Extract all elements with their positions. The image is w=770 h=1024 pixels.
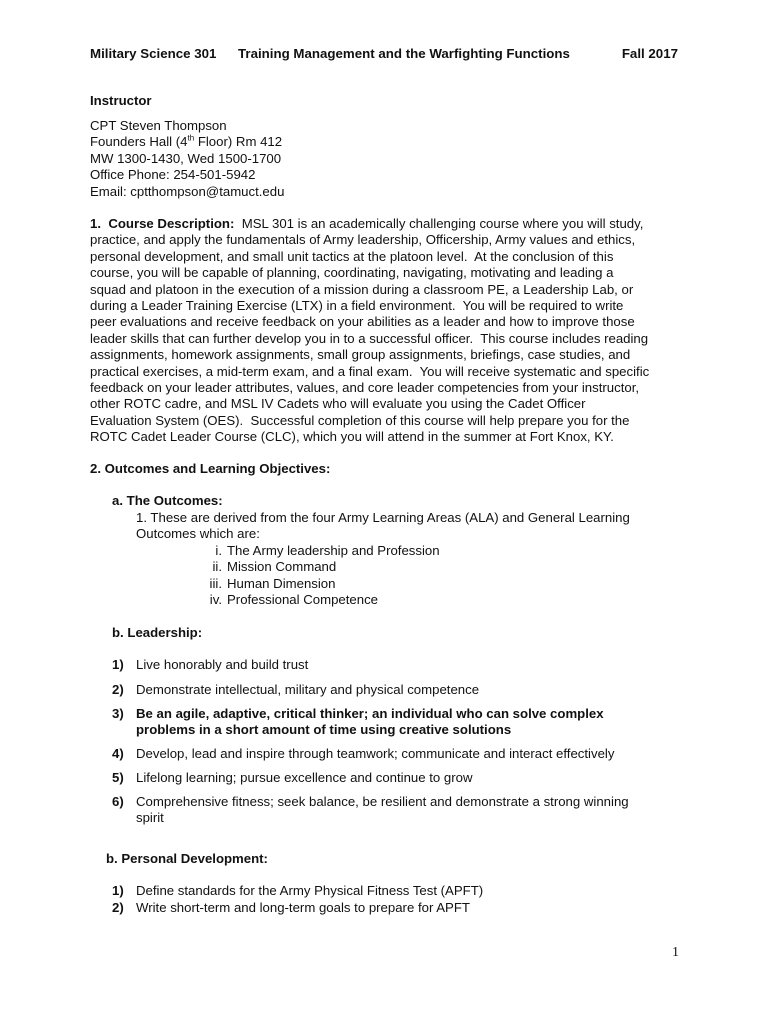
desc-line: ROTC Cadet Leader Course (CLC), which you will attend in the summer at Fort Knox, KY. bbox=[90, 429, 614, 445]
list-number: i. bbox=[215, 543, 222, 558]
office-hours: MW 1300-1430, Wed 1500-1700 bbox=[90, 150, 282, 166]
list-text: The Army leadership and Profession bbox=[227, 543, 440, 558]
outcomes-line: Outcomes which are: bbox=[136, 526, 260, 542]
list-number: 3) bbox=[112, 706, 124, 721]
list-text: Human Dimension bbox=[227, 575, 336, 591]
list-number: 1) bbox=[112, 657, 124, 672]
list-text: Develop, lead and inspire through teamwork; communicate and interact effectively bbox=[136, 746, 615, 761]
list-text: Demonstrate intellectual, military and physical competence bbox=[136, 682, 480, 697]
instructor-name: CPT Steven Thompson bbox=[90, 118, 227, 133]
roman-list bbox=[0, 543, 770, 609]
instructor-office bbox=[90, 134, 284, 150]
outcomes-subheading: a. The Outcomes: bbox=[112, 493, 223, 508]
desc-line: personal development, and small unit tactics at the platoon level. At the conclusion of this bbox=[90, 248, 614, 264]
desc-line: MSL 301 is an academically challenging course where you will study, bbox=[234, 216, 644, 231]
desc-line: peer evaluations and receive feedback on your abilities as a leader and how to improve those bbox=[90, 314, 635, 330]
list-text-line: problems in a short amount of time using creative solutions bbox=[136, 722, 512, 738]
office-text: Founders Hall (4 bbox=[90, 134, 188, 150]
header-title: Training Management and the Warfighting Functions bbox=[238, 46, 570, 61]
list-number: 1) bbox=[112, 883, 124, 898]
leadership-heading: b. Leadership: bbox=[112, 625, 203, 640]
desc-line: Evaluation System (OES). Successful completion of this course will help prepare you for the bbox=[90, 412, 630, 428]
list-text-line: Comprehensive fitness; seek balance, be resilient and demonstrate a strong winning bbox=[136, 794, 629, 809]
list-item bbox=[0, 559, 770, 575]
list-text-line: spirit bbox=[136, 810, 164, 826]
list-text: Professional Competence bbox=[227, 592, 379, 608]
desc-line: leader skills that can further develop you in to a successful officer. This course includes reading bbox=[90, 330, 649, 346]
list-text: Lifelong learning; pursue excellence and continue to grow bbox=[136, 770, 473, 785]
course-description-label: 1. Course Description: bbox=[90, 216, 235, 231]
list-number: 2) bbox=[112, 900, 124, 915]
desc-line: assignments, homework assignments, small group assignments, briefings, case studies, and bbox=[90, 347, 631, 363]
office-superscript: th bbox=[187, 134, 195, 144]
list-text: Live honorably and build trust bbox=[136, 657, 309, 672]
desc-line: squad and platoon in the execution of a mission during a classroom PE, a Leadership Lab, or bbox=[90, 281, 634, 297]
list-item bbox=[0, 576, 770, 592]
list-number: 5) bbox=[112, 770, 124, 785]
list-text-line: Be an agile, adaptive, critical thinker; an individual who can solve complex bbox=[136, 706, 604, 721]
desc-line: practical exercises, a mid-term exam, and a final exam. You will receive systematic and specific bbox=[90, 363, 650, 379]
outcomes-heading: 2. Outcomes and Learning Objectives: bbox=[90, 461, 331, 476]
course-description bbox=[90, 216, 682, 446]
outcomes-intro bbox=[136, 510, 676, 543]
list-item bbox=[0, 543, 770, 559]
list-item bbox=[0, 592, 770, 608]
list-number: 2) bbox=[112, 682, 124, 697]
list-text: Mission Command bbox=[227, 559, 337, 575]
header-course: Military Science 301 bbox=[90, 46, 217, 61]
office-phone: Office Phone: 254-501-5942 bbox=[90, 167, 256, 183]
list-number: 6) bbox=[112, 794, 124, 809]
list-text bbox=[136, 706, 682, 739]
page-number: 1 bbox=[672, 945, 679, 960]
list-text: Write short-term and long-term goals to prepare for APFT bbox=[136, 900, 470, 915]
desc-line: practice, and apply the fundamentals of Army leadership, Officership, Army values and ethics, bbox=[90, 232, 636, 248]
desc-line: course, you will be capable of planning, coordinating, navigating, motivating and leading a bbox=[90, 265, 614, 281]
list-number: 4) bbox=[112, 746, 124, 761]
instructor-email: Email: cptthompson@tamuct.edu bbox=[90, 183, 285, 199]
instructor-heading: Instructor bbox=[90, 93, 152, 108]
personal-development-heading: b. Personal Development: bbox=[106, 851, 268, 866]
list-text: Define standards for the Army Physical Fitness Test (APFT) bbox=[136, 883, 484, 898]
instructor-contact bbox=[90, 118, 284, 200]
desc-line: during a Leader Training Exercise (LTX) in a field environment. You will be required to write bbox=[90, 298, 624, 314]
list-number: iii. bbox=[209, 575, 222, 591]
list-number: ii. bbox=[212, 559, 222, 575]
outcomes-line: 1. These are derived from the four Army Learning Areas (ALA) and General Learning bbox=[136, 510, 630, 525]
list-text bbox=[136, 794, 682, 827]
office-text-end: Floor) Rm 412 bbox=[194, 134, 283, 150]
desc-line: feedback on your leader attributes, values, and core leader competencies from your instructor, bbox=[90, 380, 640, 396]
header-term: Fall 2017 bbox=[621, 46, 678, 61]
desc-line: other ROTC cadre, and MSL IV Cadets who will evaluate you using the Cadet Officer bbox=[90, 396, 586, 412]
list-number: iv. bbox=[209, 592, 222, 608]
